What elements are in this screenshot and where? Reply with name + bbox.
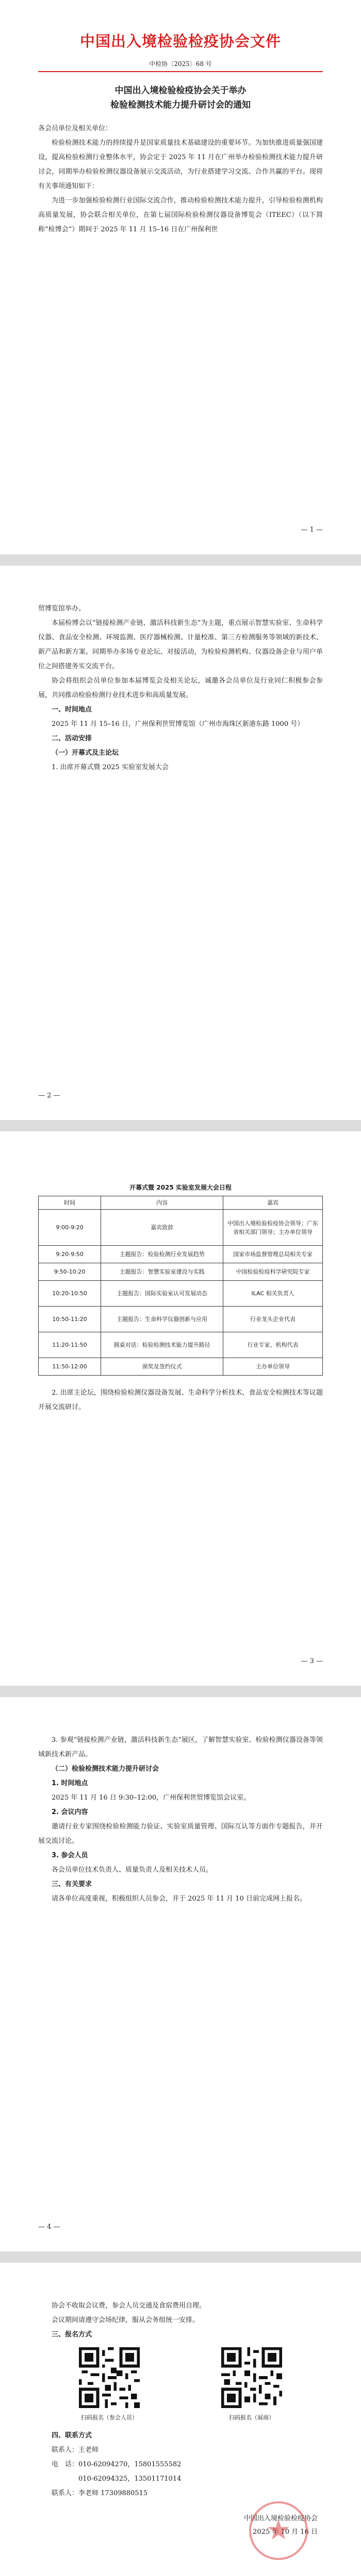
- document-number: 中检协〔2025〕68 号: [149, 60, 212, 67]
- qr-caption: 扫码报名（展商）: [229, 2414, 274, 2421]
- table-header-cell: 时间: [39, 1196, 101, 1210]
- page-number: — 2 —: [38, 1092, 60, 1099]
- document-header-title: 中国出入境检验检疫协会文件: [79, 32, 281, 50]
- page-4: [0, 1697, 361, 2251]
- qr-code-icon: [79, 2347, 140, 2408]
- notice-title-line-2: 检验检测技术能力提升研讨会的通知: [110, 100, 251, 110]
- paragraph: 请各单位高度重视，积极组织人员参会，并于 2025 年 11 月 10 日前完成网上报名。: [52, 1895, 306, 1903]
- table-header-row: [39, 1196, 323, 1210]
- paragraph: 1. 出席开幕式暨 2025 实验室发展大会: [52, 764, 169, 771]
- table-row: [39, 1332, 323, 1358]
- official-seal-icon: [248, 2500, 309, 2562]
- qr-code-row: [38, 2347, 323, 2421]
- table-row: [39, 1358, 323, 1376]
- subsection-heading: 3. 参会人员: [52, 1852, 88, 1859]
- paragraph: 为进一步加强检验检测行业国际交流合作，推动检验检测技术能力提升，引导检验检测机构高质量发展，协会联合相关单位，在第七届国际检验检测仪器设备博览会（ITEEC）（以下简称“检博会”）期间于 2025 年 11 月 15–16 日在广州保利世: [38, 197, 323, 233]
- table-cell: 主办单位领导: [223, 1358, 323, 1376]
- signature-block: [38, 2512, 323, 2539]
- subsection-heading: （二）检验检测技术能力提升研讨会: [52, 1765, 159, 1773]
- section-heading: 三、报名方式: [52, 2331, 92, 2338]
- table-cell: 10:50-11:20: [39, 1307, 101, 1332]
- paragraph: 2025 年 11 月 16 日 9:30–12:00，广州保利世贸博览馆会议室。: [52, 1794, 251, 1802]
- table-cell: 9:00-9:20: [39, 1210, 101, 1246]
- paragraph: 2. 出席主论坛，围绕检验检测仪器设备发展、生命科学分析技术、食品安全检测技术等议题开展交流研讨。: [38, 1389, 323, 1411]
- table-cell: ILAC 相关负责人: [223, 1281, 323, 1307]
- qr-code-attendee[interactable]: [63, 2347, 156, 2421]
- schedule-table: [38, 1196, 323, 1376]
- paragraph: 本届检博会以“链接检测产业链，激活科技新生态”为主题，重点展示智慧实验室、生命科学仪器、食品安全检测、环境监测、医疗器械检测、计量校准、第三方检测服务等领域的新技术、新产品和新方案。同期举办多场专业论坛、对接活动，为检验检测机构、仪器设备企业与用户单位之间搭建务实交流平台。: [38, 619, 323, 670]
- signature-date: 2025 年 10 月 16 日: [253, 2528, 318, 2536]
- table-header-cell: 嘉宾: [223, 1196, 323, 1210]
- signature-organization: 中国出入境检验检疫协会: [243, 2515, 318, 2522]
- page-number: — 4 —: [38, 2223, 60, 2231]
- table-cell: 行业龙头企业代表: [223, 1307, 323, 1332]
- page-5: [0, 2263, 361, 2576]
- table-cell: 9:50-10:20: [39, 1263, 101, 1281]
- paragraph: 3. 参观“链接检测产业链，激活科技新生态”展区，了解智慧实验室、检验检测仪器设备等领域新技术新产品。: [38, 1736, 323, 1758]
- page-number: — 3 —: [301, 1657, 323, 1665]
- page-3: [0, 1131, 361, 1686]
- table-cell: 11:20-11:50: [39, 1332, 101, 1358]
- table-cell: 11:50-12:00: [39, 1358, 101, 1376]
- paragraph: 各会员单位技术负责人、质量负责人及相关技术人员。: [52, 1866, 213, 1874]
- qr-caption: 扫码报名（参会人员）: [81, 2414, 138, 2421]
- table-cell: 颁奖及签约仪式: [101, 1358, 223, 1376]
- section-heading: 三、有关要求: [52, 1880, 92, 1888]
- table-row: [39, 1263, 323, 1281]
- page-1: [0, 0, 361, 554]
- subsection-heading: 2. 会议内容: [52, 1808, 88, 1816]
- table-row: [39, 1281, 323, 1307]
- table-header-cell: 内容: [101, 1196, 223, 1210]
- table-cell: 中国检验检疫科学研究院专家: [223, 1263, 323, 1281]
- table-cell: 嘉宾致辞: [101, 1210, 223, 1246]
- table-cell: 10:20-10:50: [39, 1281, 101, 1307]
- contact-line: 联系人：李老师 17309880515: [52, 2489, 148, 2497]
- table-cell: 主题报告：智慧实验室建设与实践: [101, 1263, 223, 1281]
- contact-line: 电 话：010-62094270，15801555582: [52, 2461, 182, 2468]
- red-divider: [38, 71, 323, 72]
- table-cell: 国家市场监督管理总局相关专家: [223, 1246, 323, 1263]
- paragraph: 协会将组织会员单位参加本届博览会及相关论坛，诚邀各会员单位及行业同仁积极参会参展，共同推动检验检测行业技术进步和高质量发展。: [38, 677, 323, 699]
- table-row: [39, 1210, 323, 1246]
- contact-line: 联系人：王老师: [52, 2446, 99, 2454]
- table-cell: 行业专家、机构代表: [223, 1332, 323, 1358]
- table-cell: 主题报告：国际实验室认可发展动态: [101, 1281, 223, 1307]
- table-row: [39, 1246, 323, 1263]
- subsection-heading: 1. 时间地点: [52, 1780, 88, 1787]
- salutation: 各会员单位及相关单位：: [38, 125, 112, 132]
- page-number: — 1 —: [301, 526, 323, 534]
- qr-code-icon: [221, 2347, 282, 2408]
- qr-code-exhibitor[interactable]: [205, 2347, 298, 2421]
- paragraph: 检验检测技术能力的持续提升是国家质量技术基础建设的重要环节。为加快推进质量强国建设，提高检验检测行业整体水平，协会定于 2025 年 11 月在广州举办检验检测技术能力提升研讨会，同期举办检验检测仪器设备展示交流活动，为行业搭建学习交流、合作共赢的平台。现将有关事项通知如下：: [38, 139, 323, 190]
- paragraph: 贸博览馆举办。: [38, 605, 86, 613]
- table-row: [39, 1307, 323, 1332]
- table-cell: 圆桌对话：检验检测技术能力提升路径: [101, 1332, 223, 1358]
- subsection-heading: （一）开幕式及主论坛: [52, 749, 119, 757]
- table-cell: 主题报告：生命科学仪器创新与应用: [101, 1307, 223, 1332]
- table-cell: 主题报告：检验检测行业发展趋势: [101, 1246, 223, 1263]
- section-heading: 一、时间地点: [52, 706, 92, 714]
- paragraph: 2025 年 11 月 15–16 日，广州保利世贸博览馆（广州市海珠区新港东路 1000 号）: [52, 720, 304, 728]
- paragraph: 会议期间请遵守会场纪律，服从会务组统一安排。: [52, 2316, 200, 2324]
- notice-title-line-1: 中国出入境检验检疫协会关于举办: [114, 86, 247, 96]
- paragraph: 邀请行业专家围绕检验检测能力验证、实验室质量管理、国际互认等方面作专题报告，并开展交流讨论。: [38, 1823, 323, 1845]
- section-heading: 二、活动安排: [52, 735, 92, 742]
- table-cell: 9:20-9:50: [39, 1246, 101, 1263]
- page-2: [0, 566, 361, 1120]
- section-heading: 四、联系方式: [52, 2432, 92, 2439]
- table-cell: 中国出入境检验检疫协会领导；广东省相关部门领导；主办单位领导: [223, 1210, 323, 1246]
- contact-line: 010-62094325，13501171014: [52, 2475, 182, 2483]
- paragraph: 协会不收取会议费，参会人员交通及食宿费用自理。: [52, 2302, 206, 2310]
- schedule-table-title: 开幕式暨 2025 实验室发展大会日程: [129, 1184, 232, 1191]
